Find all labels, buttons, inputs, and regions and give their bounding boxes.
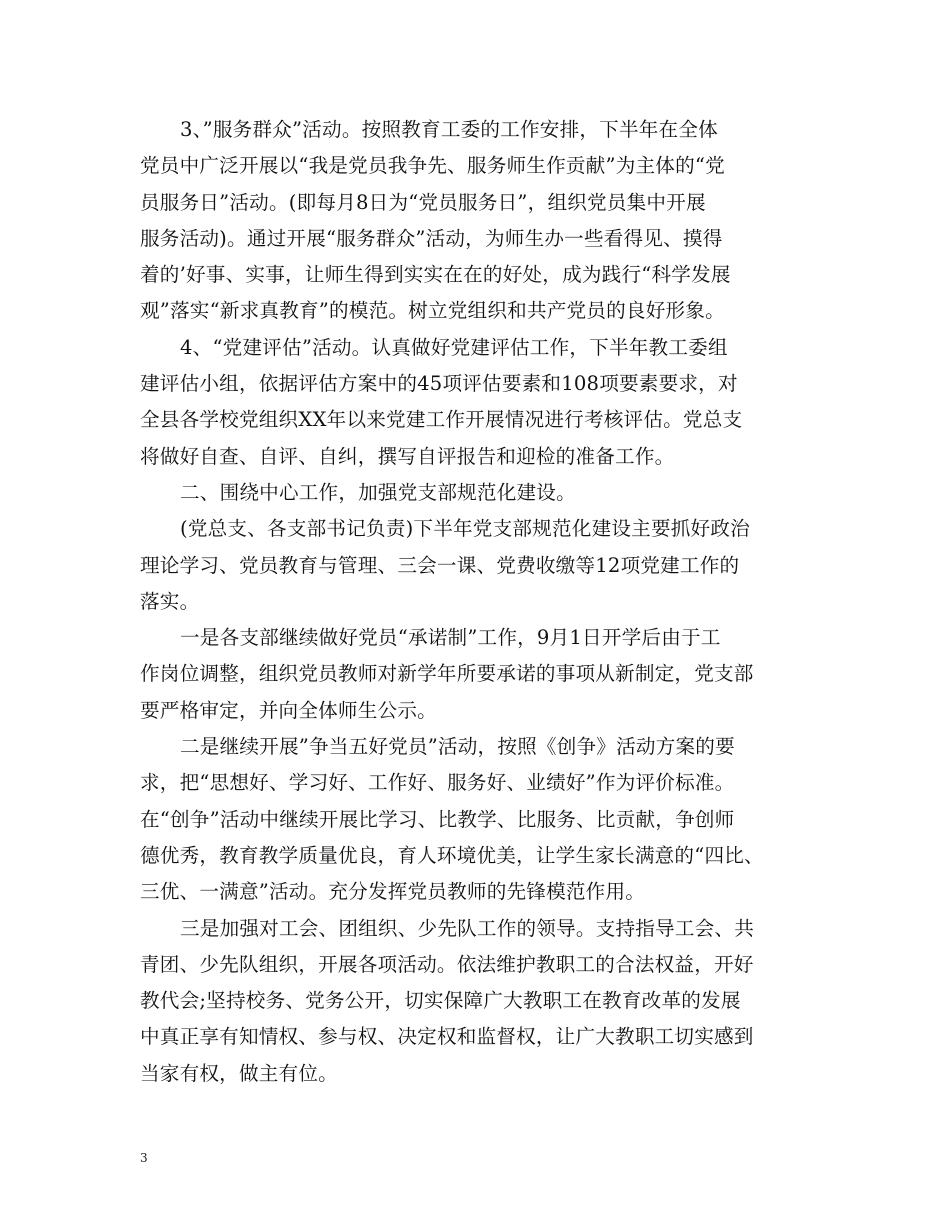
text-line: 全县各学校党组织XX年以来党建工作开展情况进行考核评估。党总支 xyxy=(140,408,743,432)
text-line: 将做好自查、自评、自纠，撰写自评报告和迎检的准备工作。 xyxy=(140,444,675,468)
text-line: 党员中广泛开展以“我是党员我争先、服务师生作贡献”为主体的“党 xyxy=(140,154,725,178)
text-line: 青团、少先队组织，开展各项活动。依法维护教职工的合法权益，开好 xyxy=(140,952,754,976)
text-line: 观”落实“新求真教育”的模范。树立党组织和共产党员的良好形象。 xyxy=(140,299,725,323)
text-line: 三是加强对工会、团组织、少先队工作的领导。支持指导工会、共 xyxy=(180,916,755,940)
document-body xyxy=(140,112,820,1092)
page-number: 3 xyxy=(140,1151,148,1165)
text-line: 求，把“思想好、学习好、工作好、服务好、业绩好”作为评价标准。 xyxy=(140,771,735,795)
text-line: 在“创争”活动中继续开展比学习、比教学、比服务、比贡献，争创师 xyxy=(140,807,735,831)
text-line: 3、”服务群众”活动。按照教育工委的工作安排，下半年在全体 xyxy=(180,118,718,141)
text-line: 4、“党建评估”活动。认真做好党建评估工作，下半年教工委组 xyxy=(180,335,728,359)
text-line: (党总支、各支部书记负责)下半年党支部规范化建设主要抓好政治 xyxy=(180,517,750,541)
text-line: 德优秀，教育教学质量优良，育人环境优美，让学生家长满意的“四比、 xyxy=(140,843,764,867)
text-line: 教代会;坚持校务、党务公开，切实保障广大教职工在教育改革的发展 xyxy=(140,989,741,1013)
text-line: 二、围绕中心工作，加强党支部规范化建设。 xyxy=(180,480,576,504)
text-line: 员服务日”活动。(即每月8日为“党员服务日”，组织党员集中开展 xyxy=(140,190,706,214)
text-line: 落实。 xyxy=(140,589,200,613)
text-line: 三优、一满意”活动。充分发挥党员教师的先锋模范作用。 xyxy=(140,880,646,904)
text-line: 作岗位调整，组织党员教师对新学年所要承诺的事项从新制定，党支部 xyxy=(140,662,754,686)
text-line: 理论学习、党员教育与管理、三会一课、党费收缴等12项党建工作的 xyxy=(140,553,740,577)
text-line: 当家有权，做主有位。 xyxy=(140,1061,338,1085)
text-line: 要严格审定，并向全体师生公示。 xyxy=(140,698,437,722)
text-line: 二是继续开展”争当五好党员”活动，按照《创争》活动方案的要 xyxy=(180,735,735,759)
text-line: 着的’好事、实事，让师生得到实实在在的好处，成为践行“科学发展 xyxy=(140,263,731,287)
text-line: 中真正享有知情权、参与权、决定权和监督权，让广大教职工切实感到 xyxy=(140,1025,754,1049)
text-line: 建评估小组，依据评估方案中的45项评估要素和108项要素要求，对 xyxy=(140,372,738,396)
text-line: 一是各支部继续做好党员“承诺制”工作，9月1日开学后由于工 xyxy=(180,626,721,650)
text-line: 服务活动)。通过开展“服务群众”活动，为师生办一些看得见、摸得 xyxy=(140,226,723,250)
